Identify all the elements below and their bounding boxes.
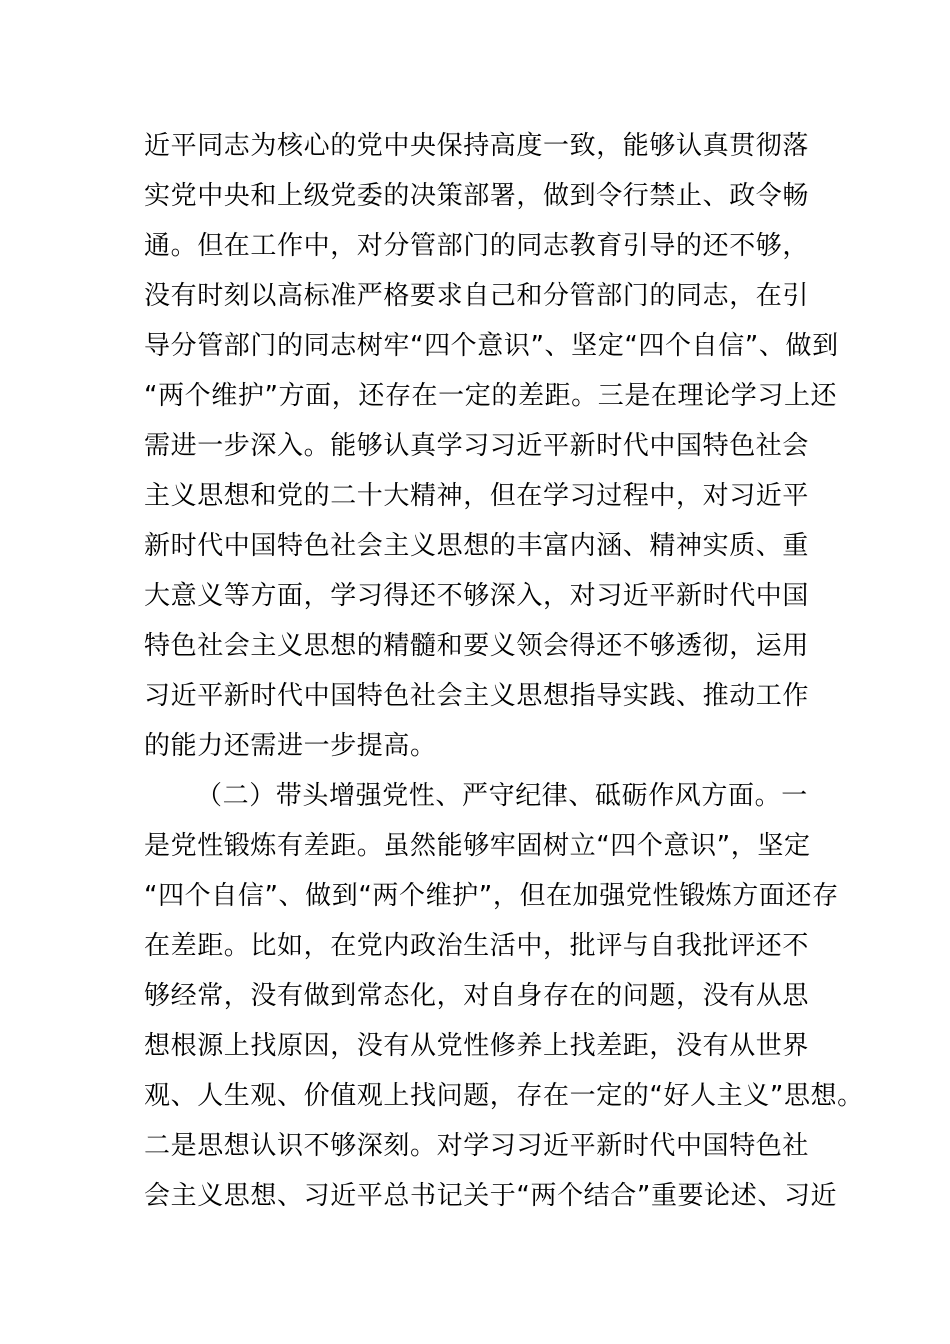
text-line: 主义思想和党的二十大精神，但在学习过程中，对习近平 xyxy=(144,481,810,511)
text-line: 够经常，没有做到常态化，对自身存在的问题，没有从思 xyxy=(144,981,810,1011)
text-line: 在差距。比如，在党内政治生活中，批评与自我批评还不 xyxy=(144,931,810,961)
text-line: 新时代中国特色社会主义思想的丰富内涵、精神实质、重 xyxy=(144,531,810,561)
section-heading-line: （二）带头增强党性、严守纪律、砥砺作风方面。一 xyxy=(196,781,808,811)
text-line: 需进一步深入。能够认真学习习近平新时代中国特色社会 xyxy=(144,431,810,461)
text-line: 观、人生观、价值观上找问题，存在一定的“好人主义”思想。 xyxy=(144,1081,864,1111)
text-line: 近平同志为核心的党中央保持高度一致，能够认真贯彻落 xyxy=(144,131,810,161)
text-line: 导分管部门的同志树牢“四个意识”、坚定“四个自信”、做到 xyxy=(144,331,839,361)
text-line: 习近平新时代中国特色社会主义思想指导实践、推动工作 xyxy=(144,681,810,711)
text-line: 二是思想认识不够深刻。对学习习近平新时代中国特色社 xyxy=(144,1131,810,1161)
text-line: “两个维护”方面，还存在一定的差距。三是在理论学习上还 xyxy=(144,381,838,411)
text-line: 实党中央和上级党委的决策部署，做到令行禁止、政令畅 xyxy=(144,181,810,211)
text-line: 是党性锻炼有差距。虽然能够牢固树立“四个意识”，坚定 xyxy=(144,831,811,861)
text-line: 大意义等方面，学习得还不够深入，对习近平新时代中国 xyxy=(144,581,810,611)
text-line: 的能力还需进一步提高。 xyxy=(144,731,437,761)
text-line: 特色社会主义思想的精髓和要义领会得还不够透彻，运用 xyxy=(144,631,810,661)
text-line: 想根源上找原因，没有从党性修养上找差距，没有从世界 xyxy=(144,1031,810,1061)
text-line: 没有时刻以高标准严格要求自己和分管部门的同志，在引 xyxy=(144,281,810,311)
text-line: 会主义思想、习近平总书记关于“两个结合”重要论述、习近 xyxy=(144,1181,838,1211)
text-line: 通。但在工作中，对分管部门的同志教育引导的还不够， xyxy=(144,231,810,261)
text-line: “四个自信”、做到“两个维护”，但在加强党性锻炼方面还存 xyxy=(144,881,839,911)
